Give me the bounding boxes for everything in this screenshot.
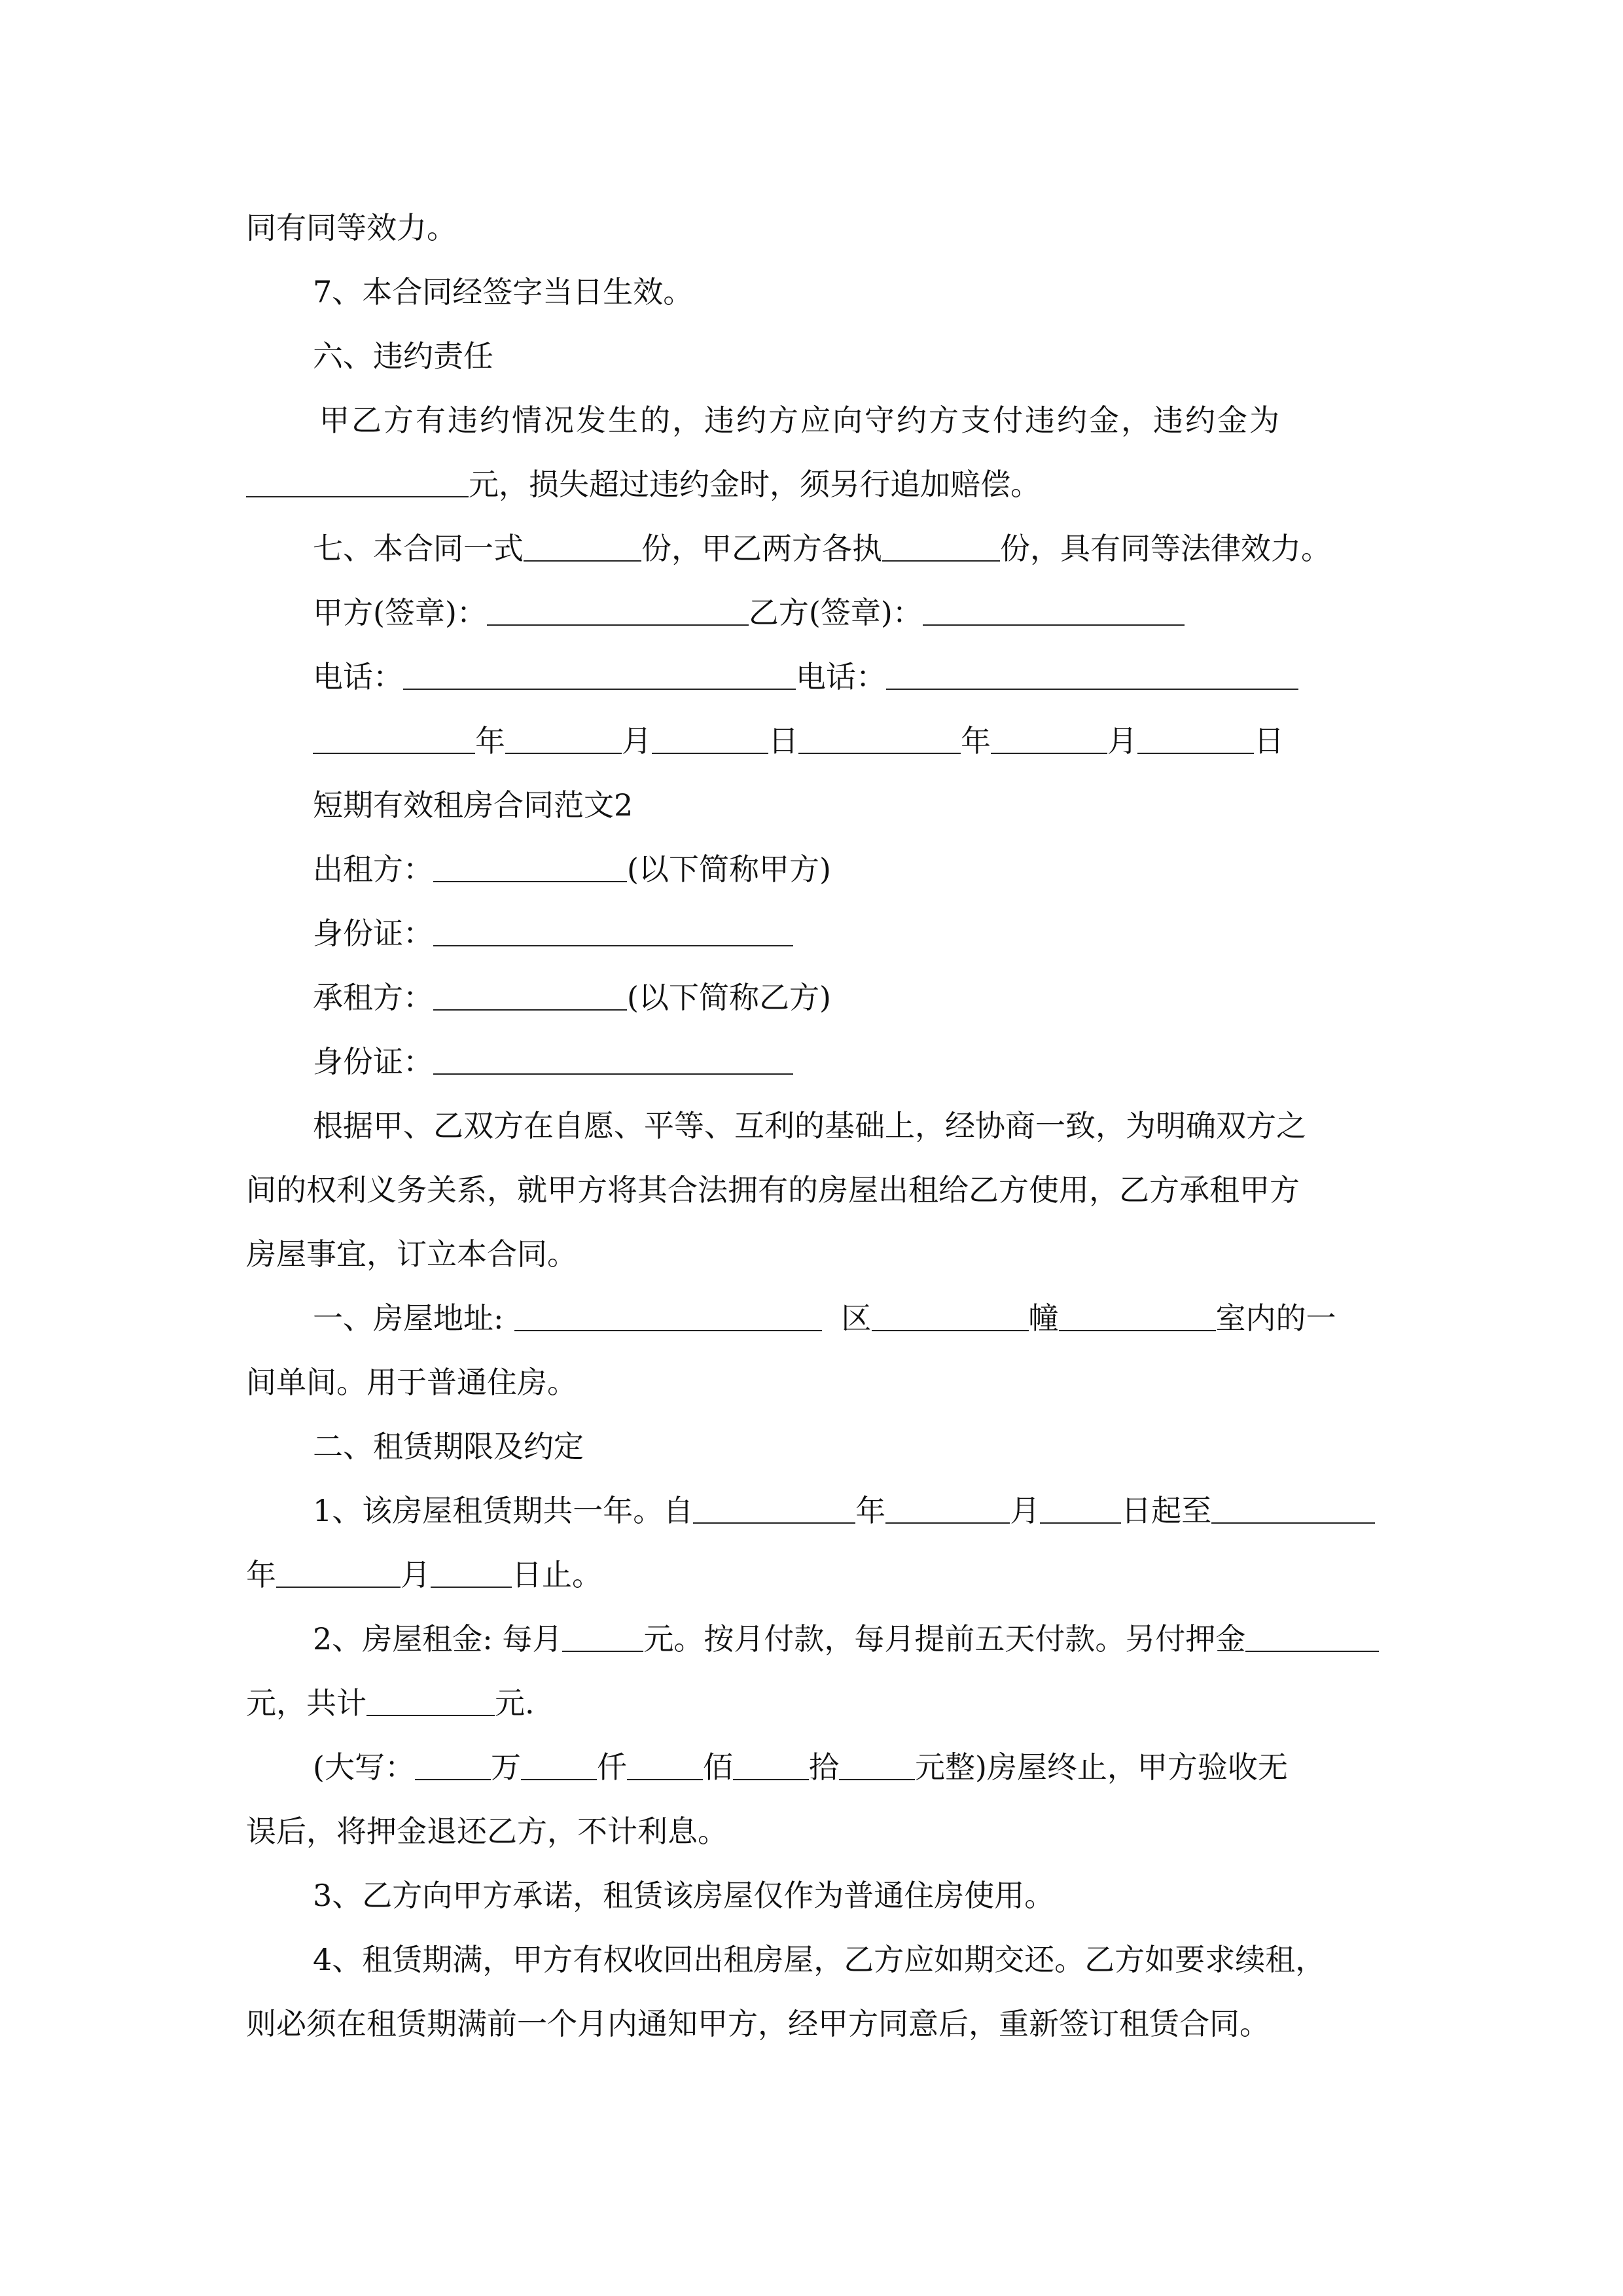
lessee-id-line: 身份证： xyxy=(313,1042,793,1081)
lessor-name-field[interactable] xyxy=(433,852,627,882)
section-heading-6: 六、违约责任 xyxy=(313,338,493,374)
signature-line: 甲方(签章)： 乙方(签章)： xyxy=(313,593,1185,632)
blank-field[interactable] xyxy=(991,724,1107,754)
address-field[interactable] xyxy=(514,1301,822,1331)
district-field[interactable] xyxy=(872,1301,1029,1331)
text-line: 误后，将押金退还乙方，不计利息。 xyxy=(246,1814,728,1849)
text-line: 同有同等效力。 xyxy=(246,210,457,245)
rent-field[interactable] xyxy=(562,1622,643,1652)
text-line: 间的权利义务关系，就甲方将其合法拥有的房屋出租给乙方使用，乙方承租甲方 xyxy=(246,1172,1300,1208)
blank-field[interactable] xyxy=(521,1750,597,1780)
total-field[interactable] xyxy=(366,1686,495,1716)
text-line: 间单间。用于普通住房。 xyxy=(246,1365,577,1400)
blank-field[interactable] xyxy=(1040,1494,1121,1524)
blank-field[interactable] xyxy=(798,724,961,754)
amount-uppercase-line: (大写： 万 仟 佰 拾 元整)房屋终止，甲方验收无 xyxy=(313,1749,1288,1785)
blank-field[interactable] xyxy=(1211,1494,1375,1524)
blank-field[interactable] xyxy=(431,1558,512,1588)
blank-field[interactable] xyxy=(733,1750,809,1780)
blank-field[interactable] xyxy=(882,531,1000,562)
text-line: 元，损失超过违约金时，须另行追加赔偿。 xyxy=(246,465,1041,504)
lessor-line: 出租方： (以下简称甲方) xyxy=(313,852,831,887)
lessor-id-line: 身份证： xyxy=(313,914,793,953)
blank-field[interactable] xyxy=(693,1494,855,1524)
phone-line: 电话： 电话： xyxy=(313,657,1298,696)
clause-4: 4、租赁期满，甲方有权收回出租房屋，乙方应如期交还。乙方如要求续租， xyxy=(313,1942,1326,1977)
party-a-signature-field[interactable] xyxy=(487,596,749,626)
party-a-phone-field[interactable] xyxy=(403,660,796,690)
lease-period-line: 1、该房屋租赁期共一年。自 年 月 日起至 xyxy=(313,1491,1375,1530)
blank-field[interactable] xyxy=(1137,724,1254,754)
blank-field[interactable] xyxy=(885,1494,1010,1524)
blank-field[interactable] xyxy=(246,467,469,497)
deposit-field[interactable] xyxy=(1245,1622,1379,1652)
text-line: 甲乙方有违约情况发生的，违约方应向守约方支付违约金，违约金为 xyxy=(319,403,1281,438)
clause-3: 3、乙方向甲方承诺，租赁该房屋仅作为普通住房使用。 xyxy=(313,1878,1055,1913)
lessee-id-field[interactable] xyxy=(433,1045,793,1075)
blank-field[interactable] xyxy=(313,724,475,754)
lease-period-end-line: 年 月 日止。 xyxy=(246,1557,602,1592)
blank-field[interactable] xyxy=(524,531,641,562)
lessee-line: 承租方： (以下简称乙方) xyxy=(313,980,831,1015)
blank-field[interactable] xyxy=(415,1750,491,1780)
total-line: 元，共计 元. xyxy=(246,1685,535,1721)
blank-field[interactable] xyxy=(276,1558,401,1588)
address-line: 一、房屋地址: 区 幢 室内的一 xyxy=(313,1300,1336,1336)
party-b-phone-field[interactable] xyxy=(886,660,1298,690)
blank-field[interactable] xyxy=(652,724,768,754)
lessor-id-field[interactable] xyxy=(433,916,793,946)
clause-7: 7、本合同经签字当日生效。 xyxy=(313,274,694,310)
blank-field[interactable] xyxy=(839,1750,915,1780)
text-line: 根据甲、乙双方在自愿、平等、互利的基础上，经协商一致，为明确双方之 xyxy=(313,1108,1306,1143)
party-b-signature-field[interactable] xyxy=(923,596,1185,626)
blank-field[interactable] xyxy=(505,724,622,754)
clause-copies: 七、本合同一式 份，甲乙两方各执 份，具有同等法律效力。 xyxy=(313,531,1331,566)
text-line: 则必须在租赁期满前一个月内通知甲方，经甲方同意后，重新签订租赁合同。 xyxy=(246,2006,1270,2041)
document-title: 短期有效租房合同范文2 xyxy=(313,787,633,823)
date-line: 年 月 日 年 月 日 xyxy=(313,721,1284,761)
building-field[interactable] xyxy=(1059,1301,1216,1331)
rent-line: 2、房屋租金: 每月 元。按月付款，每月提前五天付款。另付押金 xyxy=(313,1619,1379,1659)
section-heading-2: 二、租赁期限及约定 xyxy=(313,1429,584,1464)
text-line: 房屋事宜，订立本合同。 xyxy=(246,1236,577,1272)
lessee-name-field[interactable] xyxy=(433,980,627,1011)
blank-field[interactable] xyxy=(627,1750,703,1780)
